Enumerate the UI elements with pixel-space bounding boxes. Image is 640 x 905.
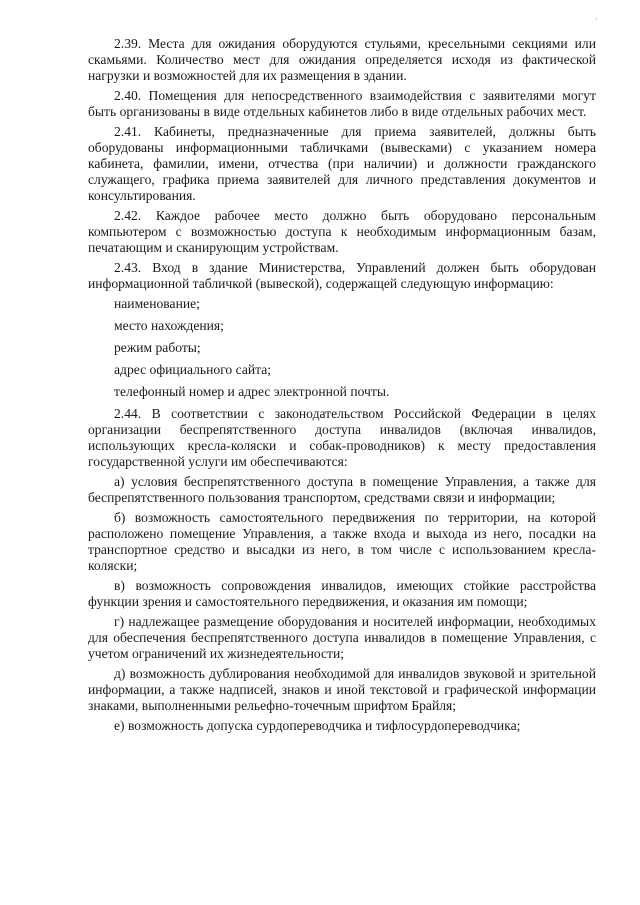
list-item-website: адрес официального сайта; — [114, 362, 272, 377]
list-item-location: место нахождения; — [114, 318, 224, 333]
paragraph-2-41: 2.41. Кабинеты, предназначенные для приема заявителей, должны быть оборудованы информационными табличками (вывесками) с указанием номера кабинета, фамилии, имени, отчества (при наличии) и должности гражданского служащего, графика приема заявителей для личного представления документов и консультирования. — [88, 124, 596, 203]
subitem-a: а) условия беспрепятственного доступа в помещение Управления, а также для беспрепятственного пользования транспортом, средствами связи и информации; — [88, 474, 596, 505]
paragraph-2-43: 2.43. Вход в здание Министерства, Управлений должен быть оборудован информационной табличкой (вывеской), содержащей следующую информацию: — [88, 260, 596, 291]
page-mark: · — [595, 14, 598, 24]
paragraph-2-42: 2.42. Каждое рабочее место должно быть оборудовано персональным компьютером с возможностью доступа к необходимым информационным базам, печатающим и сканирующим устройствам. — [88, 208, 596, 255]
subitem-g: г) надлежащее размещение оборудования и носителей информации, необходимых для обеспечения беспрепятственного доступа инвалидов в помещение Управления, с учетом ограничений их жизнедеятельности; — [88, 614, 596, 661]
subitem-b: б) возможность самостоятельного передвижения по территории, на которой расположено помещение Управления, а также входа и выхода из него, посадки на транспортное средство и высадки из него, в том числе с использованием кресла-коляски; — [88, 510, 596, 573]
paragraph-2-39: 2.39. Места для ожидания оборудуются стульями, кресельными секциями или скамьями. Количество мест для ожидания определяется исходя из фактической нагрузки и возможностей для их размещения в здании. — [88, 36, 596, 83]
paragraph-2-40: 2.40. Помещения для непосредственного взаимодействия с заявителями могут быть организованы в виде отдельных кабинетов либо в виде отдельных рабочих мест. — [88, 88, 596, 119]
list-item-contacts: телефонный номер и адрес электронной почты. — [114, 384, 390, 399]
subitem-v: в) возможность сопровождения инвалидов, имеющих стойкие расстройства функции зрения и самостоятельного передвижения, и оказания им помощи; — [88, 578, 596, 609]
subitem-e: е) возможность допуска сурдопереводчика и тифлосурдопереводчика; — [114, 718, 521, 733]
list-item-name: наименование; — [114, 296, 200, 311]
document-body — [88, 36, 596, 734]
subitem-d: д) возможность дублирования необходимой для инвалидов звуковой и зрительной информации, а также надписей, знаков и иной текстовой и графической информации знаками, выполненными рельефно-точечным шрифтом Брайля; — [88, 666, 596, 713]
list-item-schedule: режим работы; — [114, 340, 201, 355]
paragraph-2-44: 2.44. В соответствии с законодательством Российской Федерации в целях организации беспрепятственного доступа инвалидов (включая инвалидов, использующих кресла-коляски и собак-проводников) к месту предоставления государственной услуги им обеспечиваются: — [88, 406, 596, 469]
